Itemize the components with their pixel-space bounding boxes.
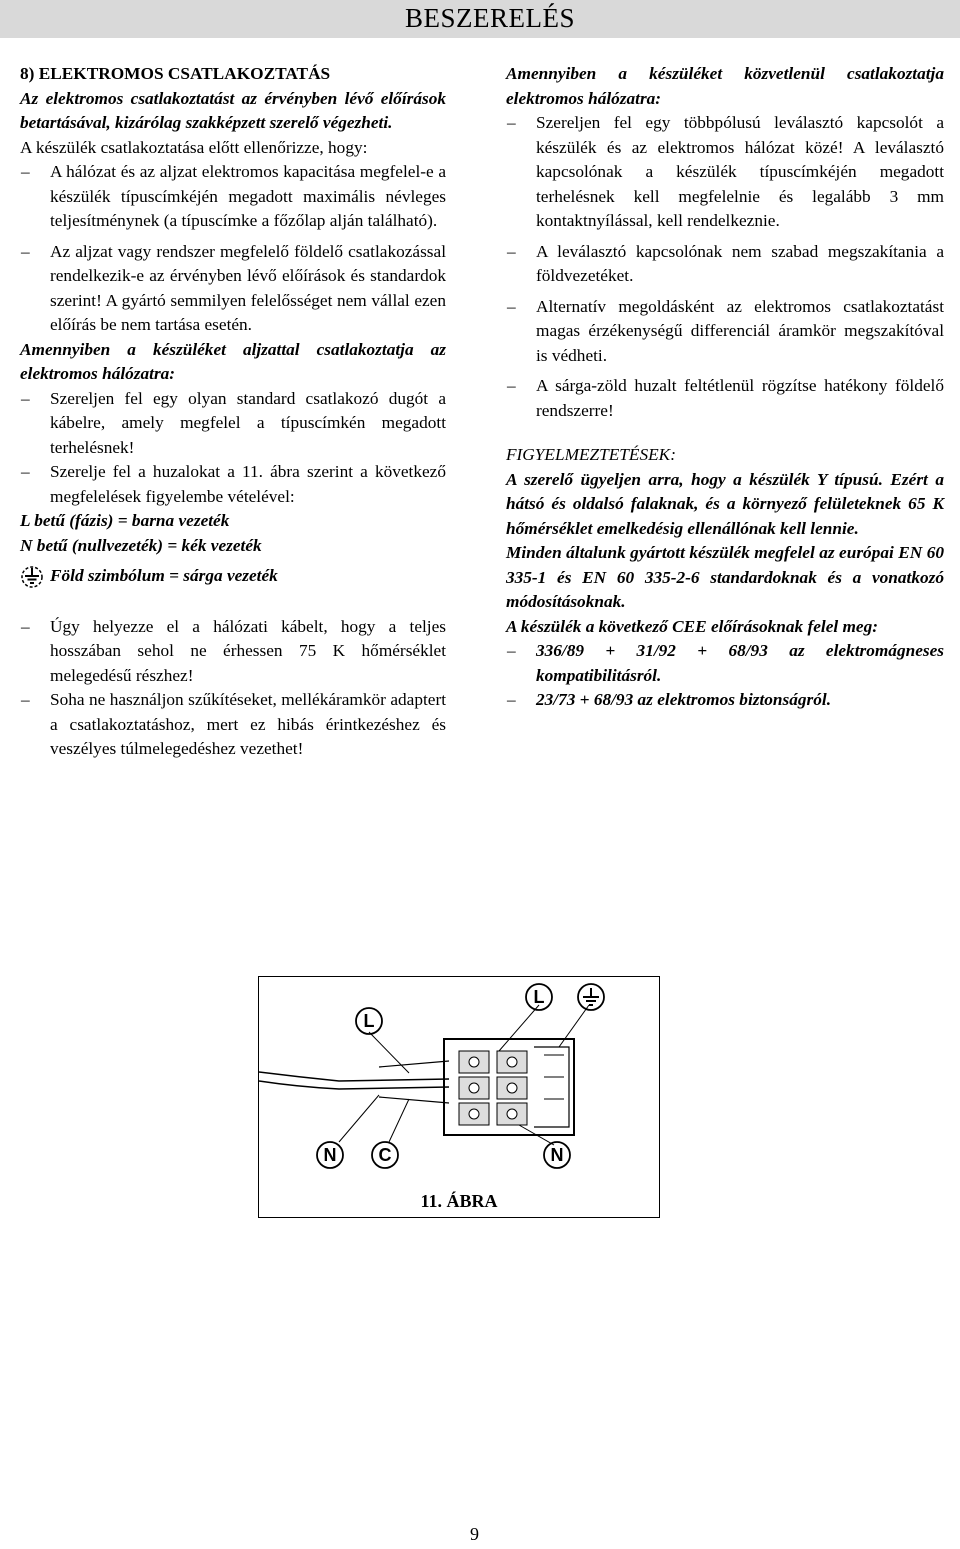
left-column [20, 62, 446, 762]
dash-bullet: – [21, 616, 30, 636]
dash-bullet: – [21, 690, 30, 709]
warning-paragraph: A készülék a következő CEE előírásoknak felel meg: [506, 616, 879, 636]
dash-bullet: – [507, 641, 516, 660]
dash-bullet: – [21, 388, 30, 408]
dash-bullet: – [21, 462, 30, 481]
list-item: – Az aljzat vagy rendszer megfelelő földelő csatlakozással rendelkezik-e az érvényben lévő előírások és standardok szerint! A gyártó semmilyen felelősséget nem vállal ezen előírás be nem tartása esetén. [21, 241, 446, 334]
label-n: N [550, 1145, 564, 1165]
dash-bullet: – [507, 113, 516, 132]
wire-earth-row [20, 564, 446, 589]
check-intro: A készülék csatlakoztatása előtt ellenőrizze, hogy: [20, 137, 368, 157]
wiring-figure [258, 976, 660, 1218]
intro-italic: Az elektromos csatlakoztatást az érvényben lévő előírások betartásával, kizárólag szakképzett szerelő végezheti. [20, 88, 446, 132]
section-heading: 8) ELEKTROMOS CSATLAKOZTATÁS [20, 64, 331, 83]
figure-caption: 11. ÁBRA [420, 1191, 498, 1211]
list-item: – 336/89 + 31/92 + 68/93 az elektromágneses kompatibilitásról. [507, 641, 944, 685]
list-item: – Szerelje fel a huzalokat a 11. ábra szerint a következő megfelelések figyelembe vételével: [21, 462, 446, 506]
label-n: N [323, 1145, 337, 1165]
wiring-diagram [259, 977, 659, 1187]
warning-paragraph: A szerelő ügyeljen arra, hogy a készülék Y típusú. Ezért a hátsó és oldalsó falaknak, és a környező felületeknek 65 K hőmérséklet emelkedésig ellenállónak kell lennie. [506, 469, 944, 538]
wire-earth: Föld szimbólum = sárga vezeték [50, 566, 278, 585]
label-c: C [378, 1145, 392, 1165]
dash-bullet: – [507, 690, 516, 709]
list-item: – A leválasztó kapcsolónak nem szabad megszakítania a földvezetéket. [507, 241, 944, 285]
dash-bullet: – [21, 162, 30, 181]
page-title: BESZERELÉS [404, 3, 575, 33]
dash-bullet: – [507, 241, 516, 261]
list-item: – Soha ne használjon szűkítéseket, mellékáramkör adaptert a csatlakoztatáshoz, mert ez hibás érintkezéshez és veszélyes túlmelegedéshez vezethet! [21, 690, 446, 758]
list-item: – Szereljen fel egy olyan standard csatlakozó dugót a kábelre, amely megfelel a típuscímkén megadott terhelésnek! [21, 388, 446, 457]
dash-bullet: – [507, 376, 516, 395]
right-column [506, 62, 944, 713]
dash-bullet: – [507, 296, 516, 316]
warning-title: FIGYELMEZTETÉSEK: [506, 445, 676, 464]
socket-heading: Amennyiben a készüléket aljzattal csatlakoztatja az elektromos hálózatra: [20, 339, 446, 383]
list-item: – Szereljen fel egy többpólusú leválasztó kapcsolót a készülék és az elektromos hálózat közé! A leválasztó kapcsolónak a készülék típuscímkéjén megadott terhelésnek kell megfelelnie és legalább 3 mm kontaktnyílással, kell rendelkeznie. [507, 113, 944, 230]
list-item: – 23/73 + 68/93 az elektromos biztonságról. [506, 688, 944, 713]
earth-symbol-icon [20, 565, 46, 589]
label-l: L [533, 987, 545, 1007]
direct-heading: Amennyiben a készüléket közvetlenül csatlakoztatja elektromos hálózatra: [506, 64, 944, 108]
dash-bullet: – [21, 241, 30, 261]
wire-l: L betű (fázis) = barna vezeték [20, 511, 230, 530]
list-item: – Úgy helyezze el a hálózati kábelt, hogy a teljes hosszában sehol ne érhessen 75 K hőmérséklet melegedésű részhez! [21, 616, 446, 685]
wire-n: N betű (nullvezeték) = kék vezeték [20, 535, 262, 555]
warning-paragraph: Minden általunk gyártott készülék megfelel az európai EN 60 335-1 és EN 60 335-2-6 standardoknak és a vonatkozó módosításoknak. [506, 543, 944, 611]
label-l: L [363, 1011, 375, 1031]
page-number: 9 [470, 1524, 479, 1544]
list-item: – Alternatív megoldásként az elektromos csatlakoztatást magas érzékenységű differenciál áramkör megszakítóval is védheti. [507, 296, 944, 365]
page-header [0, 0, 960, 38]
list-item: – A sárga-zöld huzalt feltétlenül rögzítse hatékony földelő rendszerre! [507, 376, 944, 420]
list-item: – A hálózat és az aljzat elektromos kapacitása megfelel-e a készülék típuscímkéjén megadott maximális névleges teljesítménynek (a típuscímke a főzőlap alján található). [21, 162, 446, 230]
